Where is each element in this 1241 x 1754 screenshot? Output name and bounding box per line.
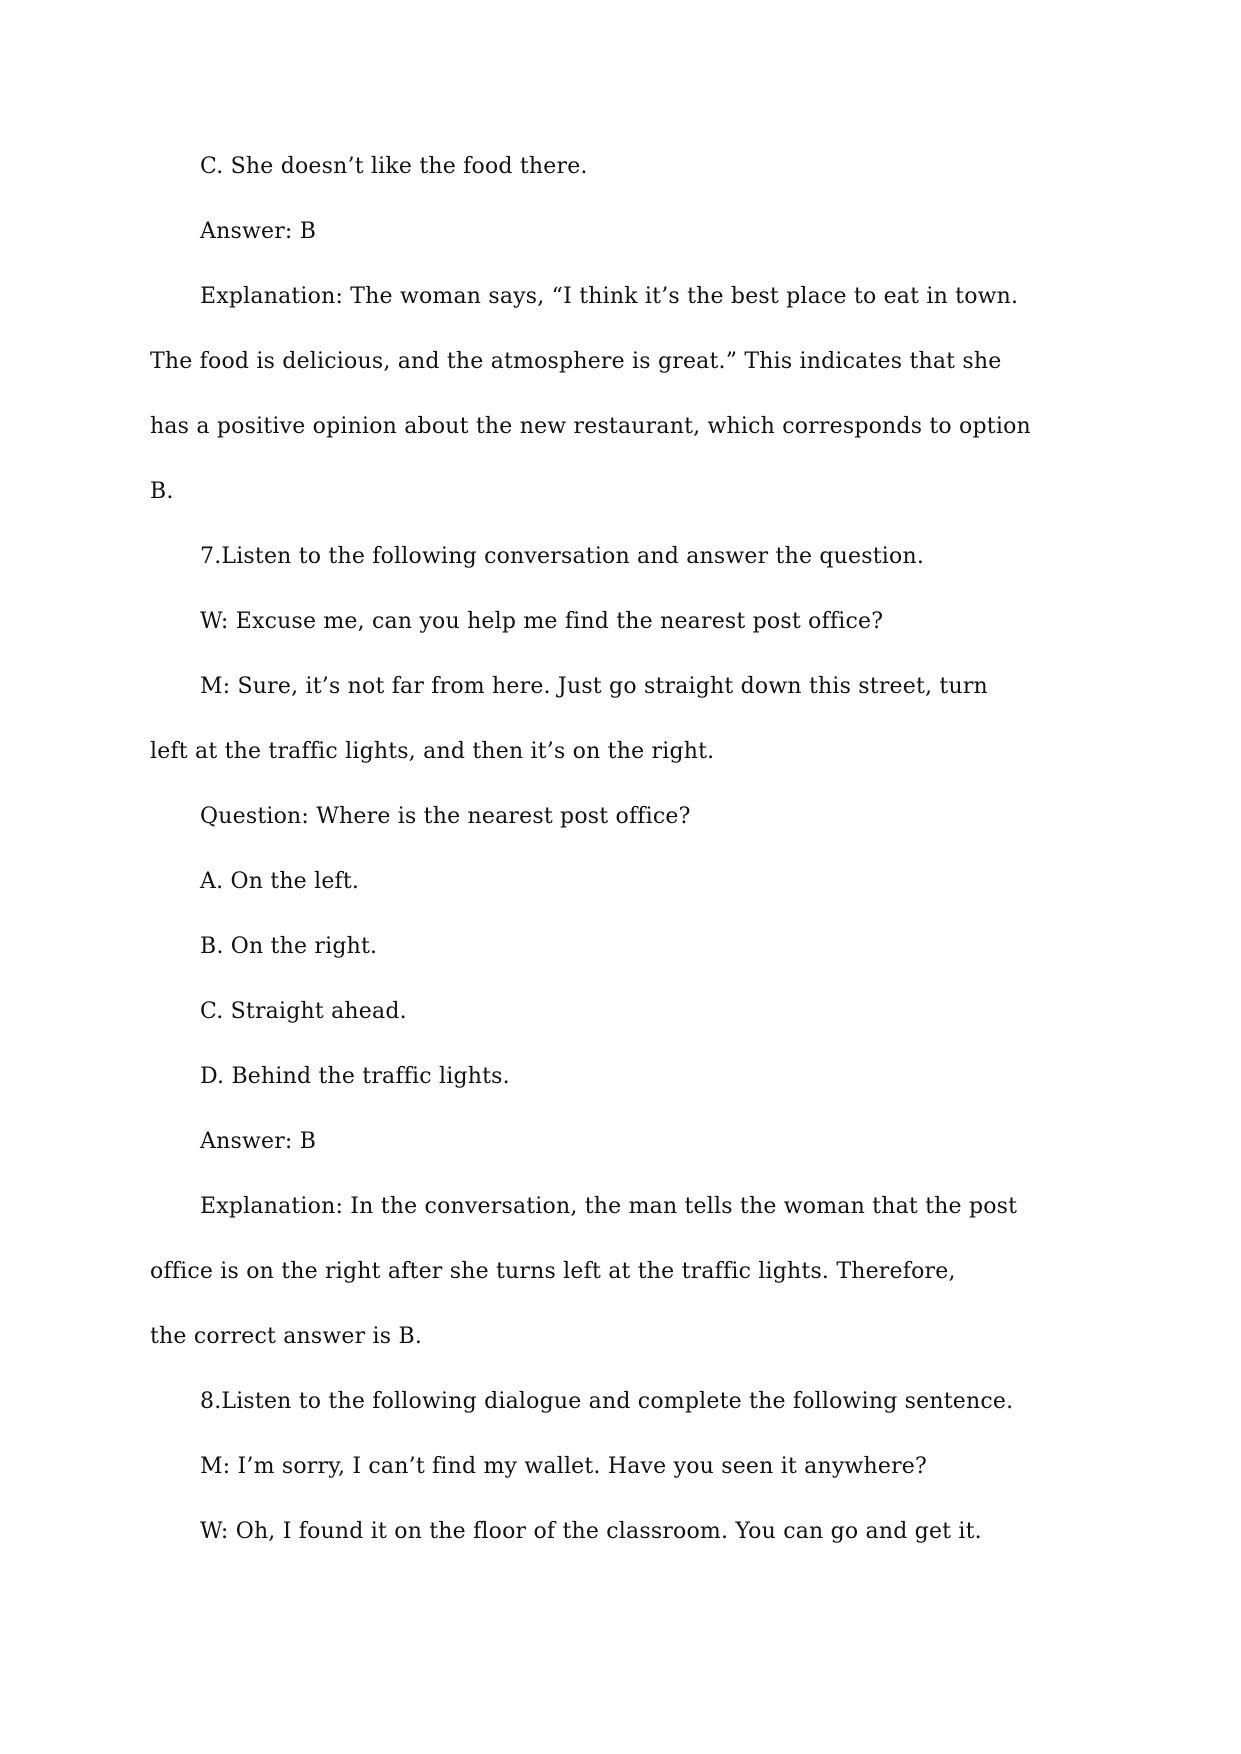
question-text: Question: Where is the nearest post office? xyxy=(200,804,691,829)
explanation-7-line-2: office is on the right after she turns left at the traffic lights. Therefore, xyxy=(150,1259,956,1284)
explanation-line-1: Explanation: The woman says, “I think it’s the best place to eat in town. xyxy=(200,284,1019,309)
dialogue-8-man-line: M: I’m sorry, I can’t find my wallet. Have you seen it anywhere? xyxy=(200,1454,928,1479)
option-c-text: C. She doesn’t like the food there. xyxy=(200,154,588,179)
option-c: C. Straight ahead. xyxy=(200,999,407,1024)
explanation-line-4: B. xyxy=(150,479,174,504)
answer-line-7: Answer: B xyxy=(200,1129,317,1154)
explanation-line-2: The food is delicious, and the atmosphere is great.” This indicates that she xyxy=(150,349,1002,374)
answer-line: Answer: B xyxy=(200,219,317,244)
question-8-heading: 8.Listen to the following dialogue and complete the following sentence. xyxy=(200,1389,1014,1414)
explanation-7-line-1: Explanation: In the conversation, the man tells the woman that the post xyxy=(200,1194,1018,1219)
dialogue-man-line-1: M: Sure, it’s not far from here. Just go straight down this street, turn xyxy=(200,674,988,699)
explanation-7-line-3: the correct answer is B. xyxy=(150,1324,423,1349)
dialogue-man-line-2: left at the traffic lights, and then it’s on the right. xyxy=(150,739,715,764)
option-b: B. On the right. xyxy=(200,934,378,959)
question-7-heading: 7.Listen to the following conversation and answer the question. xyxy=(200,544,925,569)
explanation-line-3: has a positive opinion about the new restaurant, which corresponds to option xyxy=(150,414,1031,439)
dialogue-woman-line: W: Excuse me, can you help me find the nearest post office? xyxy=(200,609,884,634)
option-d: D. Behind the traffic lights. xyxy=(200,1064,510,1089)
dialogue-8-woman-line: W: Oh, I found it on the floor of the classroom. You can go and get it. xyxy=(200,1519,982,1544)
option-a: A. On the left. xyxy=(200,869,360,894)
